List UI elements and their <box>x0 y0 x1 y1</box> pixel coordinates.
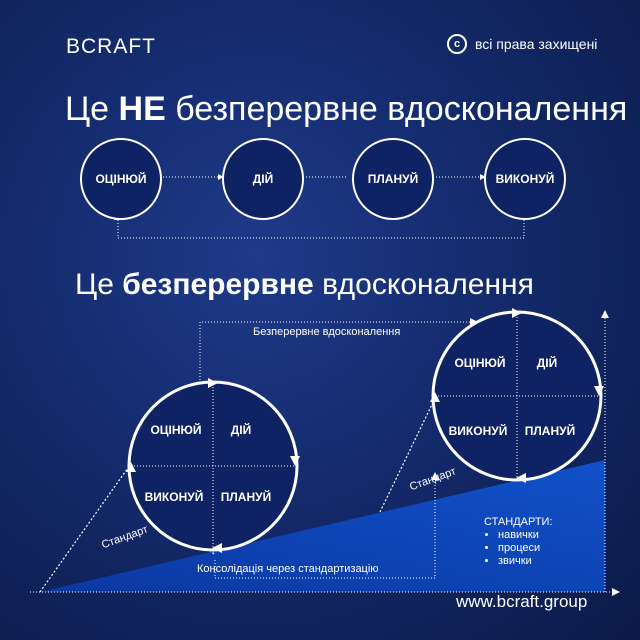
return-loop <box>118 214 524 238</box>
website-url: www.bcraft.group <box>456 592 588 611</box>
copyright-icon: c <box>447 34 467 54</box>
rights-text: всі права захищені <box>475 36 598 52</box>
node-plan: ПЛАНУЙ <box>352 138 434 220</box>
cycle-1-do: ВИКОНУЙ <box>144 490 204 504</box>
standards-item: • звички <box>498 555 553 568</box>
standards-item: • процеси <box>498 542 553 555</box>
node-do: ВИКОНУЙ <box>484 138 566 220</box>
standards-item: • навички <box>498 529 553 542</box>
standards-title: СТАНДАРТИ: <box>484 516 553 528</box>
title-continuous: Це безперервне вдосконалення <box>75 268 534 301</box>
node-act: ДІЙ <box>222 138 304 220</box>
cycle-1-act: ДІЙ <box>230 423 252 437</box>
consolidation-label: Консолідація через стандартизацію <box>197 563 379 575</box>
logo-text: BCRAFT <box>66 35 156 58</box>
y-axis-arrow <box>601 310 609 318</box>
cycle-1-evaluate: ОЦІНЮЙ <box>150 423 202 437</box>
standard-label-right: Стандарт <box>408 465 458 494</box>
cycle-1-plan: ПЛАНУЙ <box>220 490 272 504</box>
baseline-arrow <box>612 588 620 596</box>
cycle-2-plan: ПЛАНУЙ <box>524 424 576 438</box>
title-not-continuous: Це НЕ безперервне вдосконалення <box>65 90 628 128</box>
node-evaluate: ОЦІНЮЙ <box>80 138 162 220</box>
cycle-2-do: ВИКОНУЙ <box>448 424 508 438</box>
standard-label-left: Стандарт <box>100 523 150 552</box>
cycle-2-evaluate: ОЦІНЮЙ <box>454 356 506 370</box>
continuous-label: Безперервне вдосконалення <box>253 326 401 338</box>
standards-list <box>484 516 553 568</box>
cycle-2-act: ДІЙ <box>536 356 558 370</box>
